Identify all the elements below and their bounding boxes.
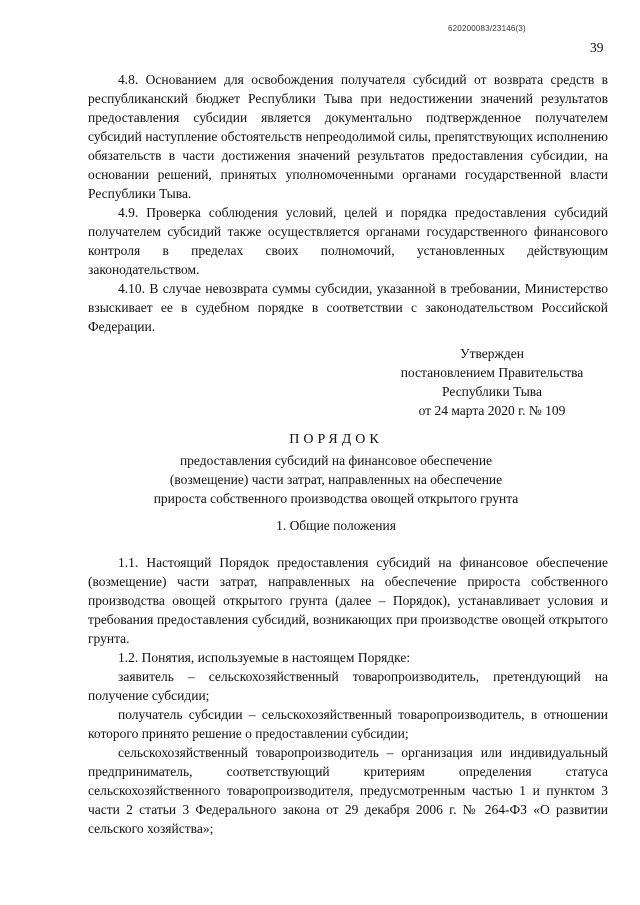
approval-stamp — [372, 344, 612, 420]
approval-line: Утвержден — [460, 346, 524, 361]
section-1-body — [88, 553, 608, 838]
paragraph-4-10: 4.10. В случае невозврата суммы субсидии, указанной в требовании, Министерство взыскивает ее в судебном порядке в соответствии с законодательством Российской Федерации. — [88, 281, 608, 334]
approval-line: постановлением Правительства — [400, 365, 584, 380]
paragraph-1-1: 1.1. Настоящий Порядок предоставления субсидий на финансовое обеспечение (возмещение) части затрат, направленных на обеспечение прироста собственного производства овощей открытого грунта (далее – Порядок), устанавливает условия и требования предоставления субсидий, возникающих при производстве овощей открытого грунта. — [88, 555, 608, 646]
definition-recipient: получатель субсидии – сельскохозяйственный товаропроизводитель, в отношении которого принято решение о предоставлении субсидии; — [88, 707, 608, 741]
paragraph-4-8: 4.8. Основанием для освобождения получателя субсидий от возврата средств в республиканский бюджет Республики Тыва при недостижении значений результатов предоставления субсидии является документально подтвержденное получателем субсидий наступление обстоятельств непреодолимой силы, препятствующих исполнению обязательств в части достижения значений результатов предоставления субсидии, на основании решений, принятых уполномоченными органами государственной власти Республики Тыва. — [88, 72, 608, 201]
subtitle-line: прироста собственного производства овощей открытого грунта — [153, 491, 519, 506]
page-number: 39 — [590, 40, 604, 55]
subtitle-line: предоставления субсидий на финансовое обеспечение — [179, 453, 493, 468]
definition-producer: сельскохозяйственный товаропроизводитель – организация или индивидуальный предприниматель, соответствующий критериям определения статуса сельскохозяйственного товаропроизводителя, предусмотренным частью 1 и пунктом 3 части 2 статьи 3 Федерального закона от 29 декабря 2006 г. № 264-ФЗ «О развитии сельского хозяйства»; — [88, 745, 608, 836]
subtitle-line: (возмещение) части затрат, направленных на обеспечение — [169, 472, 503, 487]
paragraph-4-9: 4.9. Проверка соблюдения условий, целей и порядка предоставления субсидий получателем субсидий также осуществляется органами государственного финансового контроля в пределах своих полномочий, установленных действующим законодательством. — [88, 205, 608, 277]
definition-applicant: заявитель – сельскохозяйственный товаропроизводитель, претендующий на получение субсидии; — [88, 669, 608, 703]
order-subtitle — [88, 451, 584, 508]
section-heading: 1. Общие положения — [276, 518, 396, 533]
order-title: ПОРЯДОК — [289, 432, 383, 447]
section-4-continuation — [88, 70, 608, 336]
approval-line: от 24 марта 2020 г. № 109 — [418, 403, 566, 418]
approval-line: Республики Тыва — [442, 384, 542, 399]
document-id: 620200083/23146(3) — [448, 24, 526, 33]
paragraph-1-2: 1.2. Понятия, используемые в настоящем Порядке: — [118, 650, 411, 665]
